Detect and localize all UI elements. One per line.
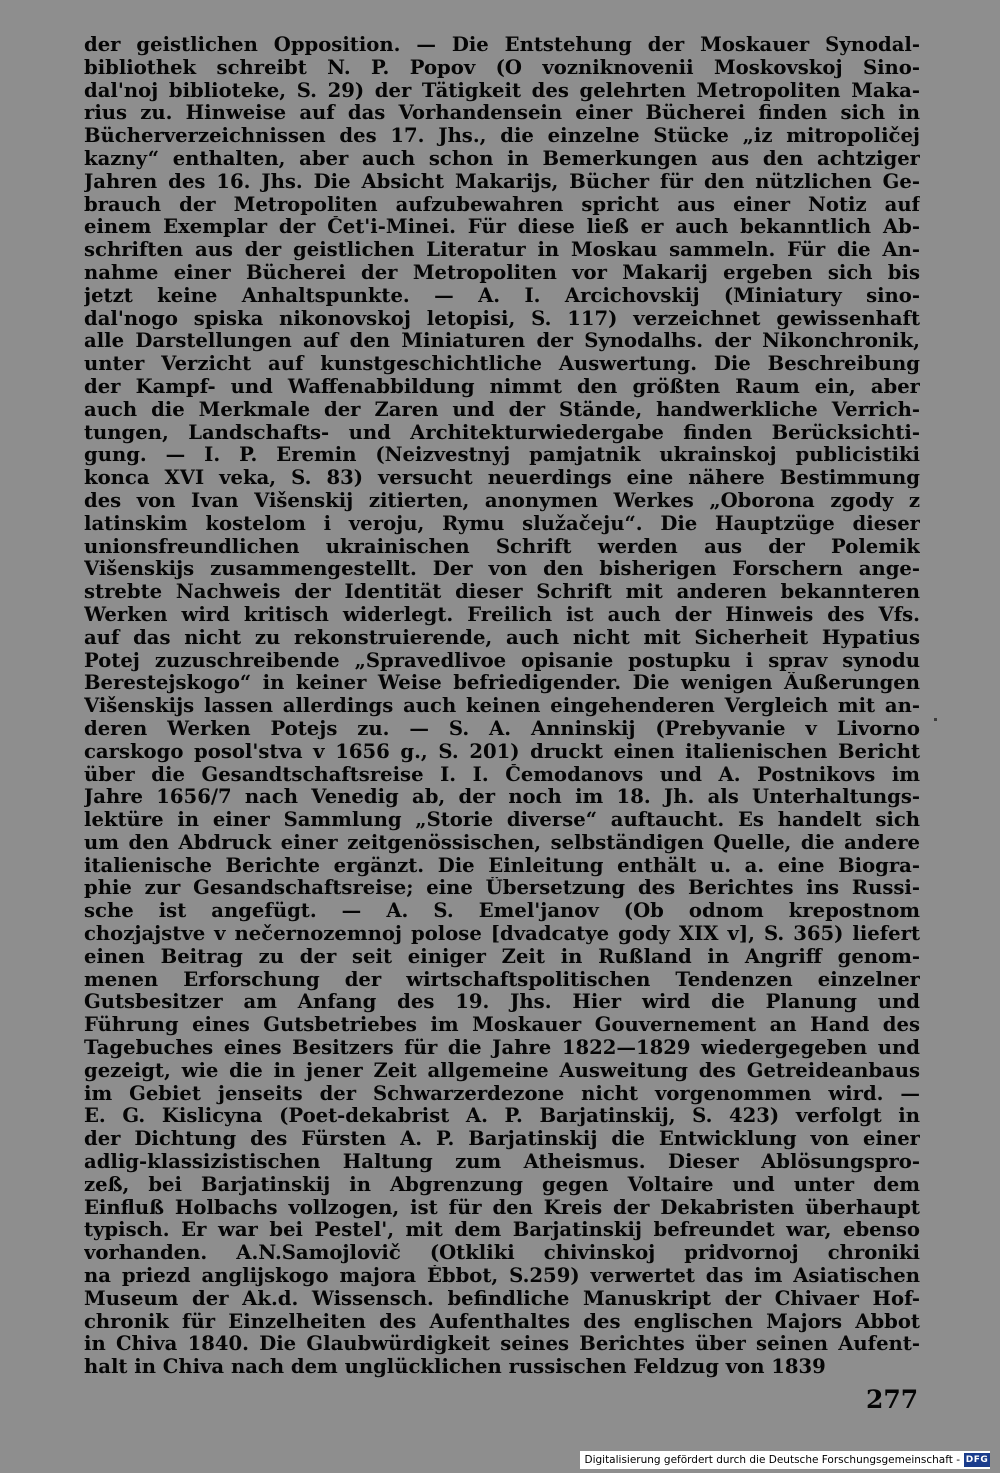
text-line: menen Erforschung der wirtschaftspolitischen Tendenzen einzelner xyxy=(84,968,920,991)
text-line: tungen, Landschafts- und Architekturwiedergabe finden Berücksichti- xyxy=(84,421,920,444)
text-line: Führung eines Gutsbetriebes im Moskauer Gouvernement an Hand des xyxy=(84,1014,920,1037)
text-line: dal'noj biblioteke, S. 29) der Tätigkeit des gelehrten Metropoliten Maka- xyxy=(84,79,920,102)
text-line: auch die Merkmale der Zaren und der Stände, handwerkliche Verrich- xyxy=(84,398,920,421)
text-line: halt in Chiva nach dem unglücklichen russischen Feldzug von 1839 xyxy=(84,1356,826,1379)
text-line: alle Darstellungen auf den Miniaturen der Synodalhs. der Nikonchronik, xyxy=(84,330,920,353)
text-line: in Chiva 1840. Die Glaubwürdigkeit seines Berichtes über seinen Aufent- xyxy=(84,1333,920,1356)
text-line: latinskim kostelom i veroju, Rymu služačeju“. Die Hauptzüge dieser xyxy=(84,512,920,535)
text-line: Jahre 1656/7 nach Venedig ab, der noch im 18. Jh. als Unterhaltungs- xyxy=(84,786,920,809)
text-line: dal'nogo spiska nikonovskoj letopisi, S. 117) verzeichnet gewissenhaft xyxy=(84,307,920,330)
text-line: bibliothek schreibt N. P. Popov (O vozniknovenii Moskovskoj Sino- xyxy=(84,56,920,79)
text-line: der Dichtung des Fürsten A. P. Barjatinskij die Entwicklung von einer xyxy=(84,1128,920,1151)
text-line: des von Ivan Višenskij zitierten, anonymen Werkes „Oborona zgody z xyxy=(84,489,920,512)
body-text xyxy=(84,34,920,1379)
text-line: Tagebuches eines Besitzers für die Jahre 1822—1829 wiedergegeben und xyxy=(84,1037,920,1060)
text-line: schriften aus der geistlichen Literatur in Moskau sammeln. Für die An- xyxy=(84,239,920,262)
text-line: carskogo posol'stva v 1656 g., S. 201) druckt einen italienischen Bericht xyxy=(84,740,920,763)
text-line: um den Abdruck einer zeitgenössischen, selbständigen Quelle, die andere xyxy=(84,831,920,854)
digitization-footer xyxy=(580,1451,990,1469)
text-line: der geistlichen Opposition. — Die Entstehung der Moskauer Synodal- xyxy=(84,34,920,56)
text-line: der Kampf- und Waffenabbildung nimmt den größten Raum ein, aber xyxy=(84,375,920,398)
page-number: 277 xyxy=(866,1385,919,1414)
text-line: Bücherverzeichnissen des 17. Jhs., die einzelne Stücke „iz mitropoličej xyxy=(84,125,920,148)
text-line: gezeigt, wie die in jener Zeit allgemeine Ausweitung des Getreideanbaus xyxy=(84,1059,920,1082)
text-line: E. G. Kislicyna (Poet-dekabrist A. P. Barjatinskij, S. 423) verfolgt in xyxy=(84,1105,920,1128)
text-line: Gutsbesitzer am Anfang des 19. Jhs. Hier wird die Planung und xyxy=(84,991,920,1014)
text-line: Jahren des 16. Jhs. Die Absicht Makarijs, Bücher für den nützlichen Ge- xyxy=(84,170,920,193)
text-line: sche ist angefügt. — A. S. Emel'janov (Ob odnom krepostnom xyxy=(84,900,920,923)
text-line: nahme einer Bücherei der Metropoliten vor Makarij ergeben sich bis xyxy=(84,261,920,284)
text-line: phie zur Gesandschaftsreise; eine Übersetzung des Berichtes ins Russi- xyxy=(84,877,920,900)
text-line: Einfluß Holbachs vollzogen, ist für den Kreis der Dekabristen überhaupt xyxy=(84,1196,920,1219)
text-line: Potej zuzuschreibende „Spravedlivoe opisanie postupku i sprav synodu xyxy=(84,649,920,672)
text-line: im Gebiet jenseits der Schwarzerdezone nicht vorgenommen wird. — xyxy=(84,1082,920,1105)
text-line: typisch. Er war bei Pestel', mit dem Barjatinskij befreundet war, ebenso xyxy=(84,1219,920,1242)
text-line: konca XVI veka, S. 83) versucht neuerdings eine nähere Bestimmung xyxy=(84,467,920,490)
text-line: Berestejskogo“ in keiner Weise befriedigender. Die wenigen Äußerungen xyxy=(84,672,920,695)
text-line: adlig-klassizistischen Haltung zum Atheismus. Dieser Ablösungspro- xyxy=(84,1151,920,1174)
text-line: auf das nicht zu rekonstruierende, auch nicht mit Sicherheit Hypatius xyxy=(84,626,920,649)
text-line: Museum der Ak.d. Wissensch. befindliche Manuskript der Chivaer Hof- xyxy=(84,1287,920,1310)
margin-mark xyxy=(934,718,937,721)
text-line: zeß, bei Barjatinskij in Abgrenzung gegen Voltaire und unter dem xyxy=(84,1173,920,1196)
text-line: Višenskijs lassen allerdings auch keinen eingehenderen Vergleich mit an- xyxy=(84,695,920,718)
text-line: brauch der Metropoliten aufzubewahren spricht aus einer Notiz auf xyxy=(84,193,920,216)
text-line: deren Werken Potejs zu. — S. A. Anninskij (Prebyvanie v Livorno xyxy=(84,717,920,740)
text-line: unionsfreundlichen ukrainischen Schrift werden aus der Polemik xyxy=(84,535,920,558)
text-line: jetzt keine Anhaltspunkte. — A. I. Arcichovskij (Miniatury sino- xyxy=(84,284,920,307)
text-line: kazny“ enthalten, aber auch schon in Bemerkungen aus den achtziger xyxy=(84,147,920,170)
text-line: Werken wird kritisch widerlegt. Freilich ist auch der Hinweis des Vfs. xyxy=(84,603,920,626)
text-line: einen Beitrag zu der seit einiger Zeit in Rußland in Angriff genom- xyxy=(84,945,920,968)
text-line: italienische Berichte ergänzt. Die Einleitung enthält u. a. eine Biogra- xyxy=(84,854,920,877)
text-line: gung. — I. P. Eremin (Neizvestnyj pamjatnik ukrainskoj publicistiki xyxy=(84,444,920,467)
text-line: vorhanden. A.N.Samojlovič (Otkliki chivinskoj pridvornoj chroniki xyxy=(84,1242,920,1265)
text-line: rius zu. Hinweise auf das Vorhandensein einer Bücherei finden sich in xyxy=(84,102,920,125)
text-line: na priezd anglijskogo majora Ėbbot, S.259) verwertet das im Asiatischen xyxy=(84,1265,920,1288)
text-line: chronik für Einzelheiten des Aufenthaltes des englischen Majors Abbot xyxy=(84,1310,920,1333)
text-line: chozjajstve v nečernozemnoj polose [dvadcatye gody XIX v], S. 365) liefert xyxy=(84,923,920,946)
text-line: unter Verzicht auf kunstgeschichtliche Auswertung. Die Beschreibung xyxy=(84,353,920,376)
text-line: strebte Nachweis der Identität dieser Schrift mit anderen bekannteren xyxy=(84,581,920,604)
text-line: einem Exemplar der Čet'i-Minei. Für diese ließ er auch bekanntlich Ab- xyxy=(84,216,920,239)
text-line: Višenskijs zusammengestellt. Der von den bisherigen Forschern ange- xyxy=(84,558,920,581)
text-line: lektüre in einer Sammlung „Storie diverse“ auftaucht. Es handelt sich xyxy=(84,809,920,832)
text-line: über die Gesandtschaftsreise I. I. Čemodanovs und A. Postnikovs im xyxy=(84,763,920,786)
footer-credit: Digitalisierung gefördert durch die Deutsche Forschungsgemeinschaft - xyxy=(584,1454,960,1466)
dfg-logo: DFG xyxy=(965,1455,989,1465)
